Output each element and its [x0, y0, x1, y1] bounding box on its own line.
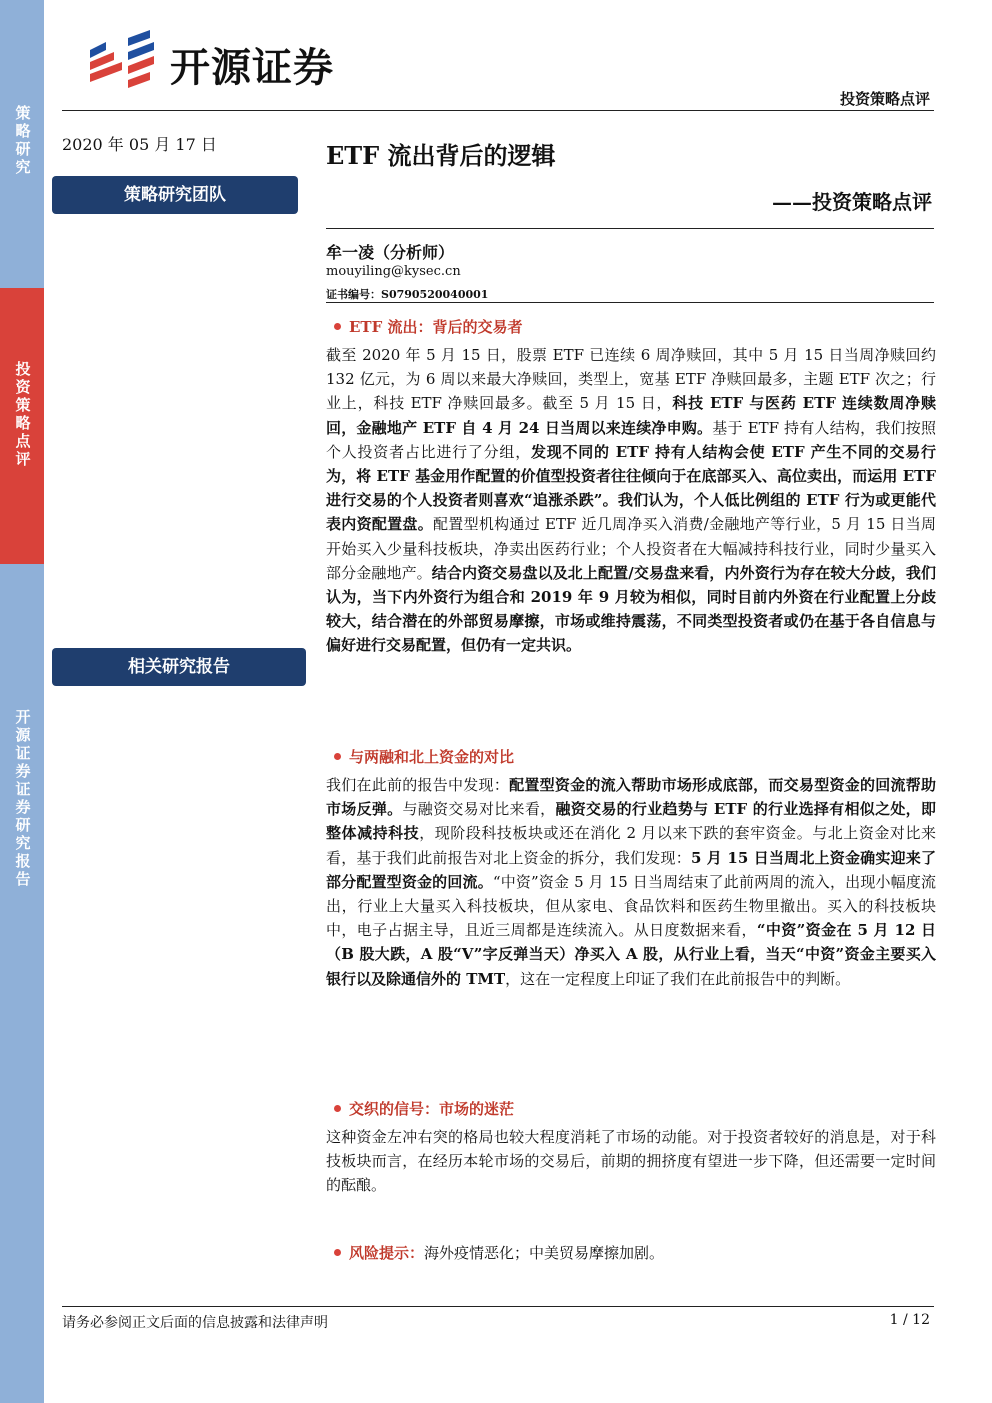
- text-run-bold: “中资”资金在 5 月 12 日（B 股大跌，A 股“V”字反弹当天）净买入 A 股，从行业上看，当天“中资”资金主要买入银行以及除通信外的 TMT: [326, 921, 936, 988]
- logo-mark-icon: [84, 30, 164, 90]
- brand-name: 开源证券: [170, 45, 334, 91]
- text-run: “中资”资金 5 月 15 日当周结束了此前两周的流入，出现小幅度流出，行业上大量买入科技板块，但从家电、食品饮料和医药生物里撤出。买入的科技板块中，电子占据主导，且近三周都是连续流入。从日度数据来看，: [326, 872, 936, 940]
- section-heading: [326, 1098, 936, 1119]
- text-run: 基于 ETF 持有人结构，我们按照个人投资者占比进行了分组，: [326, 418, 936, 461]
- report-date: 2020 年 05 月 17 日: [62, 135, 217, 154]
- sidebar-top-segment: [0, 0, 44, 288]
- left-sidebar: [0, 0, 44, 1403]
- section-paragraph: [326, 1125, 936, 1198]
- section-heading: [326, 316, 936, 337]
- sidebar-top-label: 策略研究: [15, 104, 31, 176]
- bullet-icon: [334, 753, 341, 760]
- section-heading-text: 与两融和北上资金的对比: [349, 748, 515, 766]
- risk-notice: [326, 1242, 936, 1263]
- text-run-bold: 科技 ETF 与医药 ETF 连续数周净赎回，金融地产 ETF 自 4 月 24 日当周以来连续净申购。: [326, 394, 936, 437]
- bullet-icon: [334, 323, 341, 330]
- sidebar-middle-label: 投资策略点评: [15, 360, 31, 468]
- analyst-divider: [326, 302, 934, 303]
- section-paragraph: [326, 343, 936, 658]
- text-run-bold: 发现不同的 ETF 持有人结构会使 ETF 产生不同的交易行为，将 ETF 基金用作配置的价值型投资者往往倾向于在底部买入、高位卖出，而运用 ETF 进行交易的个人投资者则喜欢“追涨杀跌”。我们认为，个人低比例组的 ETF 行为或更能代表内资配置盘。: [326, 442, 936, 534]
- text-run: 与融资交易对比来看，: [402, 800, 556, 819]
- sidebar-middle-segment: [0, 288, 44, 564]
- text-run: 我们在此前的报告中发现：: [326, 776, 510, 794]
- footer-disclaimer: 请务必参阅正文后面的信息披露和法律声明: [62, 1315, 328, 1331]
- text-run: ，这在一定程度上印证了我们在此前报告中的判断。: [505, 969, 851, 988]
- sidebar-bottom-label: 开源证券 证券研究报告: [15, 708, 31, 888]
- analyst-cert: 证书编号：S0790520040001: [326, 288, 489, 301]
- text-run: ，现阶段科技板块或还在消化 2 月以来下跌的套牢资金。与北上资金对比来看，基于我们此前报告对北上资金的拆分，我们发现：: [326, 824, 936, 867]
- risk-line: [326, 1242, 936, 1263]
- title-divider: [326, 228, 934, 229]
- text-run-bold: 5 月 15 日当周北上资金确实迎来了部分配置型资金的回流。: [326, 848, 936, 891]
- section-etf-outflow: [326, 316, 936, 658]
- text-run: 这种资金左冲右突的格局也较大程度消耗了市场的动能。对于投资者较好的消息是，对于科技板块而言，在经历本轮市场的交易后，前期的拥挤度有望进一步下降，但还需要一定时间的酝酿。: [326, 1128, 936, 1195]
- bullet-icon: [334, 1249, 341, 1256]
- report-title: ETF 流出背后的逻辑: [326, 141, 556, 170]
- section-heading-text: 交织的信号：市场的迷茫: [349, 1100, 515, 1118]
- section-comparison: [326, 746, 936, 991]
- report-subtitle: ——投资策略点评: [772, 190, 932, 214]
- sidebar-bottom-segment: [0, 564, 44, 1403]
- footer-divider: [62, 1306, 934, 1307]
- text-run-bold: 融资交易的行业趋势与 ETF 的行业选择有相似之处，即整体减持科技: [326, 800, 936, 843]
- section-signals: [326, 1098, 936, 1198]
- risk-text: 海外疫情恶化；中美贸易摩擦加剧。: [424, 1244, 665, 1262]
- report-type-tag: 投资策略点评: [839, 90, 930, 108]
- bullet-icon: [334, 1105, 341, 1112]
- text-run-bold: 配置型资金的流入帮助市场形成底部，而交易型资金的回流帮助市场反弹。: [326, 776, 936, 819]
- section-paragraph: [326, 773, 936, 991]
- header-divider: [62, 110, 934, 111]
- team-label-box: 策略研究团队: [52, 176, 298, 214]
- text-run-bold: 结合内资交易盘以及北上配置/交易盘来看，内外资行为存在较大分歧，我们认为，当下内外资行为组合和 2019 年 9 月较为相似，同时目前内外资在行业配置上分歧较大，结合潜在的外部贸易摩擦，市场或维持震荡，不同类型投资者或仍在基于各自信息与偏好进行交易配置，但仍有一定共识。: [326, 563, 936, 655]
- analyst-name: 牟一凌（分析师）: [326, 243, 455, 262]
- text-run: 截至 2020 年 5 月 15 日，股票 ETF 已连续 6 周净赎回，其中 5 月 15 日当周净赎回约 132 亿元，为 6 周以来最大净赎回，类型上，宽基 ETF 净赎回最多，主题 ETF 次之；行业上，科技 ETF 净赎回最多。截至 5 月 15 日，: [326, 346, 936, 413]
- page-number: 1 / 12: [889, 1312, 930, 1328]
- section-heading-text: ETF 流出：背后的交易者: [349, 318, 523, 336]
- section-heading: [326, 746, 936, 767]
- related-reports-box: 相关研究报告: [52, 648, 306, 686]
- text-run: 配置型机构通过 ETF 近几周净买入消费/金融地产等行业，5 月 15 日当周开始买入少量科技板块，净卖出医药行业；个人投资者在大幅减持科技行业，同时少量买入部分金融地产。: [326, 515, 936, 582]
- analyst-email[interactable]: mouyiling@kysec.cn: [326, 264, 461, 279]
- risk-label: 风险提示：: [349, 1244, 425, 1262]
